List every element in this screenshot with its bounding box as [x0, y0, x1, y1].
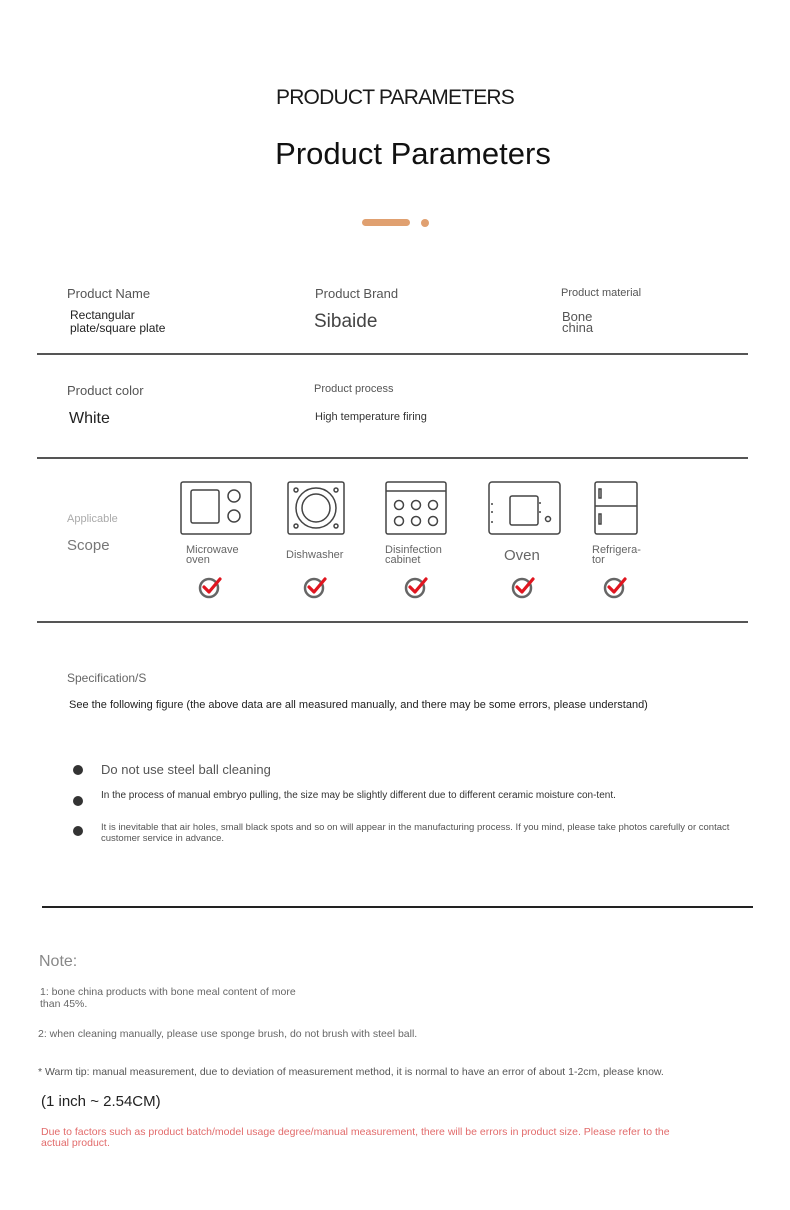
- refrigerator-label: [592, 545, 641, 565]
- disinfection-cabinet-icon: [385, 481, 447, 536]
- size-disclaimer: Due to factors such as product batch/model usage degree/manual measurement, there will be errors in product size. Please refer to the actual product.: [41, 1126, 670, 1149]
- bullet-text: Do not use steel ball cleaning: [101, 762, 271, 777]
- microwave-label-line-1: Microwave: [186, 544, 239, 556]
- microwave-label-line-2: oven: [186, 554, 210, 566]
- page-title: Product Parameters: [275, 136, 551, 171]
- product-name-label: Product Name: [67, 286, 151, 301]
- accent-dot: [421, 219, 429, 227]
- check-icon: [303, 575, 327, 599]
- product-color-value: White: [69, 410, 110, 427]
- material-line-1: Bone: [562, 309, 593, 324]
- divider: [42, 906, 753, 908]
- product-name-value: Rectangular plate/square plate: [70, 308, 166, 335]
- product-material-label: Product material: [561, 287, 642, 299]
- product-brand-label: Product Brand: [315, 286, 399, 301]
- microwave-label: [186, 545, 239, 565]
- product-process-label: Product process: [314, 383, 394, 395]
- scope-label: Scope: [67, 537, 110, 554]
- note-title: Note:: [39, 953, 78, 970]
- microwave-icon: [180, 481, 252, 536]
- applicable-label: Applicable: [67, 513, 118, 525]
- bullet-text: It is inevitable that air holes, small black spots and so on will appear in the manufacturing process. If you mind, please take photos carefully or contact customer service in advance.: [101, 822, 730, 844]
- note-item: 1: bone china products with bone meal content of more than 45%.: [40, 986, 296, 1010]
- product-color-label: Product color: [67, 383, 144, 398]
- oven-label: Oven: [504, 547, 540, 564]
- check-icon: [404, 575, 428, 599]
- bullet-icon: [73, 826, 83, 836]
- warm-tip: * Warm tip: manual measurement, due to deviation of measurement method, it is normal to have an error of about 1-2cm, please know.: [38, 1066, 664, 1078]
- specification-text: See the following figure (the above data are all measured manually, and there may be some errors, please understand): [69, 699, 648, 711]
- refrigerator-icon: [594, 481, 638, 536]
- product-material-value: [562, 311, 593, 333]
- note-item: 2: when cleaning manually, please use sponge brush, do not brush with steel ball.: [38, 1028, 418, 1040]
- bullet-icon: [73, 796, 83, 806]
- divider: [37, 621, 748, 623]
- product-process-value: High temperature firing: [315, 411, 427, 423]
- oven-icon: [488, 481, 561, 536]
- disinfection-cabinet-label: [385, 545, 442, 565]
- check-icon: [511, 575, 535, 599]
- refrigerator-label-line-2: tor: [592, 554, 605, 566]
- accent-bar: [362, 219, 410, 226]
- check-icon: [198, 575, 222, 599]
- material-line-2: china: [562, 320, 594, 335]
- bullet-text: In the process of manual embryo pulling, the size may be slightly different due to different ceramic moisture con-tent.: [101, 790, 616, 801]
- product-brand-value: Sibaide: [314, 311, 378, 332]
- check-icon: [603, 575, 627, 599]
- unit-conversion: (1 inch ~ 2.54CM): [41, 1093, 161, 1110]
- disinfection-label-line-1: Disinfection: [385, 544, 442, 556]
- dishwasher-label: Dishwasher: [286, 549, 344, 561]
- section-title-english: PRODUCT PARAMETERS: [275, 86, 515, 109]
- disinfection-label-line-2: cabinet: [385, 554, 421, 566]
- divider: [37, 353, 748, 355]
- divider: [37, 457, 748, 459]
- dishwasher-icon: [287, 481, 345, 536]
- bullet-icon: [73, 765, 83, 775]
- specification-label: Specification/S: [67, 671, 147, 685]
- refrigerator-label-line-1: Refrigera-: [592, 544, 641, 556]
